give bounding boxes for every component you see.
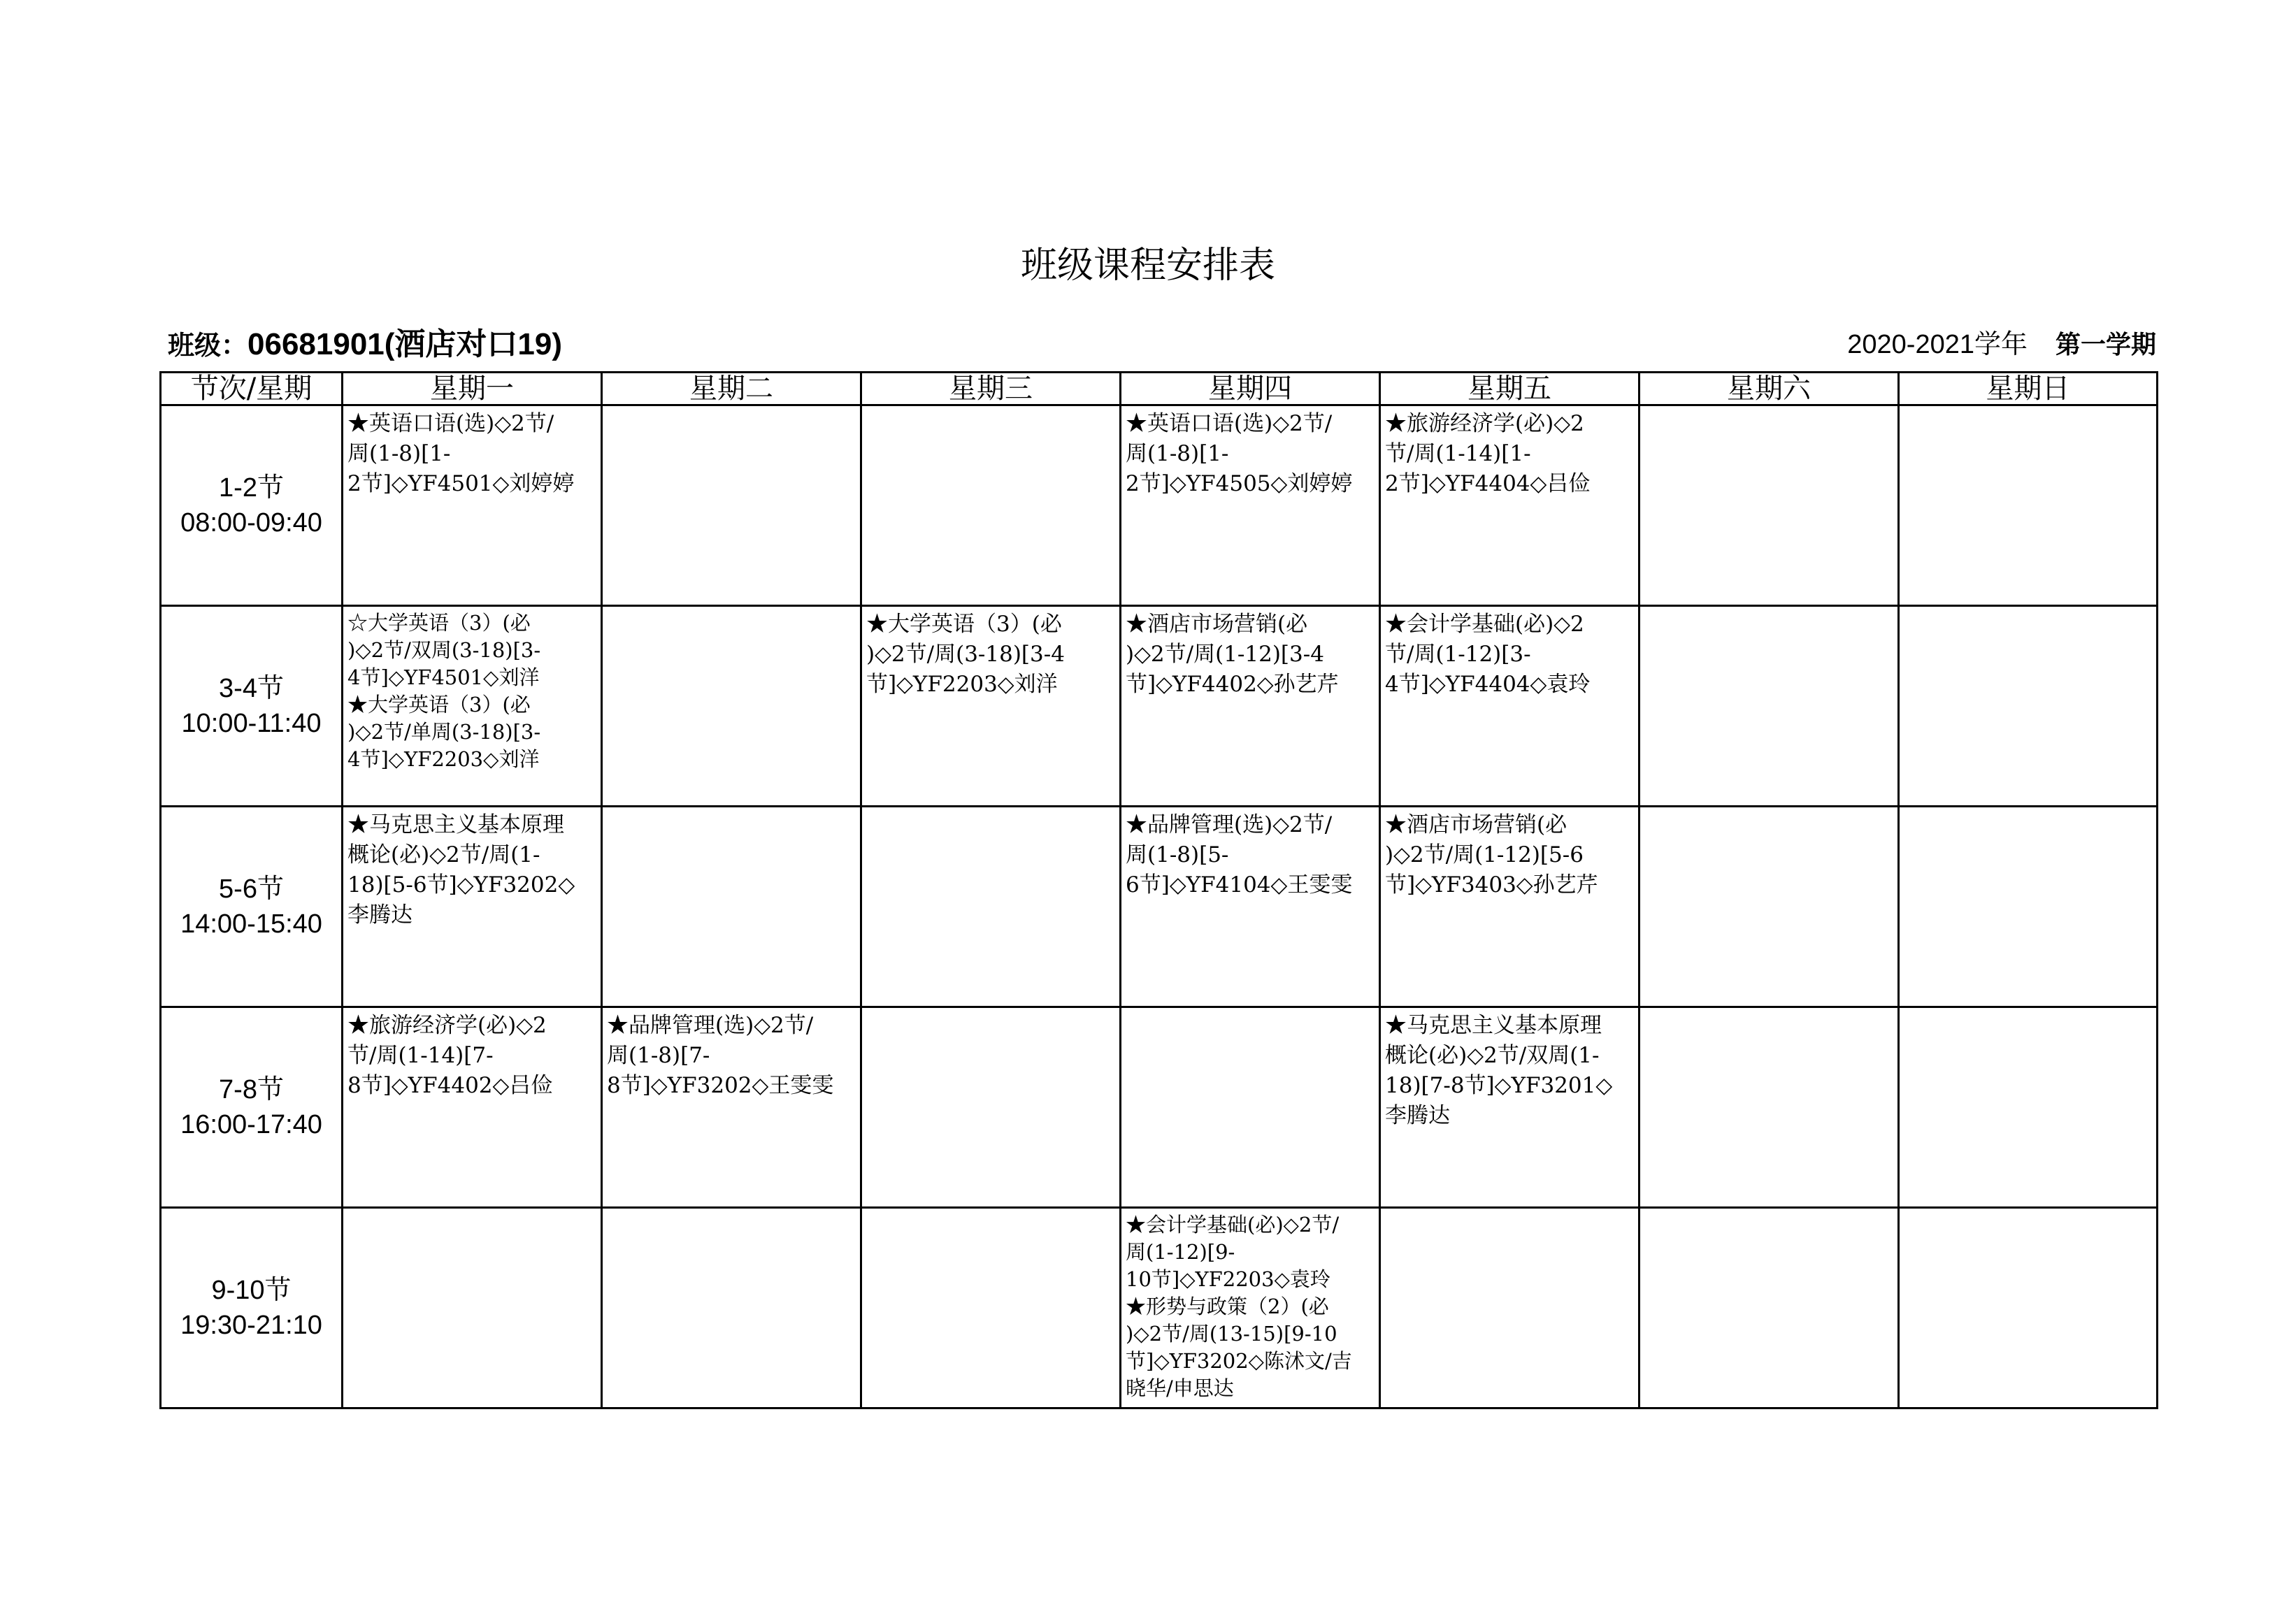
period-time: 16:00-17:40 [180, 1110, 322, 1139]
course-text [1640, 607, 1897, 610]
header-row [161, 373, 2158, 405]
course-text: ★品牌管理(选)◇2节/ 周(1-8)[5- 6节]◇YF4104◇王雯雯 [1126, 812, 1353, 898]
course-cell [1899, 405, 2158, 606]
course-cell [602, 1007, 861, 1208]
course-cell [343, 1007, 602, 1208]
header-cell-friday: 星期五 [1380, 373, 1640, 405]
course-text: ★马克思主义基本原理 概论(必)◇2节/周(1- 18)[5-6节]◇YF3202◇ 李腾达 [347, 812, 575, 928]
class-value: 06681901(酒店对口19) [247, 327, 563, 361]
class-info [168, 327, 562, 363]
course-text [1640, 807, 1897, 810]
course-cell [1640, 1007, 1899, 1208]
course-cell [602, 1208, 861, 1408]
course-cell [602, 405, 861, 606]
course-cell [1121, 1007, 1380, 1208]
course-text: ★旅游经济学(必)◇2 节/周(1-14)[7- 8节]◇YF4402◇吕俭 [347, 1013, 553, 1098]
course-text: ☆大学英语（3）(必 )◇2节/双周(3-18)[3- 4节]◇YF4501◇刘洋 ★大学英语（3）(必 )◇2节/单周(3-18)[3- 4节]◇YF2203◇刘洋 [347, 611, 541, 771]
period-time: 10:00-11:40 [181, 709, 322, 738]
period-number: 1-2节 [219, 473, 284, 503]
course-text [1900, 607, 2156, 610]
course-text [1900, 1008, 2156, 1011]
course-cell [861, 1007, 1121, 1208]
header-cell-thursday: 星期四 [1121, 373, 1380, 405]
table-row [161, 606, 2158, 807]
course-text [603, 1209, 860, 1211]
course-text: ★品牌管理(选)◇2节/ 周(1-8)[7- 8节]◇YF3202◇王雯雯 [607, 1013, 834, 1098]
course-cell [1899, 606, 2158, 807]
period-number: 3-4节 [219, 674, 284, 703]
table-row [161, 807, 2158, 1007]
header-cell-period: 节次/星期 [161, 373, 343, 405]
term-info [1847, 327, 2156, 363]
course-cell [343, 606, 602, 807]
course-text: ★马克思主义基本原理 概论(必)◇2节/双周(1- 18)[7-8节]◇YF3201◇ 李腾达 [1385, 1013, 1613, 1128]
course-cell [1380, 1007, 1640, 1208]
academic-year: 2020-2021学年 [1847, 330, 2028, 359]
course-cell [1121, 1208, 1380, 1408]
period-number: 9-10节 [211, 1276, 292, 1305]
period-time: 08:00-09:40 [180, 508, 322, 538]
course-text [862, 807, 1119, 810]
period-cell [161, 1208, 343, 1408]
period-number: 5-6节 [219, 874, 284, 904]
course-text [862, 1008, 1119, 1011]
course-text: ★会计学基础(必)◇2 节/周(1-12)[3- 4节]◇YF4404◇袁玲 [1385, 612, 1591, 697]
period-cell [161, 807, 343, 1007]
course-text [343, 1209, 601, 1211]
course-text [603, 607, 860, 610]
course-text [1900, 406, 2156, 409]
course-text: ★酒店市场营销(必 )◇2节/周(1-12)[5-6 节]◇YF3403◇孙艺芹 [1385, 812, 1598, 898]
course-cell [1121, 807, 1380, 1007]
course-text [1640, 406, 1897, 409]
course-cell [1640, 807, 1899, 1007]
header-cell-monday: 星期一 [343, 373, 602, 405]
period-cell [161, 1007, 343, 1208]
course-cell [861, 1208, 1121, 1408]
period-cell [161, 606, 343, 807]
course-cell [1899, 1208, 2158, 1408]
course-cell [1640, 606, 1899, 807]
course-text: ★旅游经济学(必)◇2 节/周(1-14)[1- 2节]◇YF4404◇吕俭 [1385, 411, 1591, 496]
header-cell-wednesday: 星期三 [861, 373, 1121, 405]
course-cell [1380, 1208, 1640, 1408]
course-cell [1640, 1208, 1899, 1408]
table-row [161, 1007, 2158, 1208]
period-time: 14:00-15:40 [180, 909, 322, 939]
period-number: 7-8节 [219, 1075, 284, 1104]
course-cell [343, 1208, 602, 1408]
course-cell [1380, 405, 1640, 606]
header-cell-tuesday: 星期二 [602, 373, 861, 405]
page-title: 班级课程安排表 [1020, 245, 1275, 287]
course-cell [861, 606, 1121, 807]
class-label: 班级： [168, 330, 248, 361]
course-cell [1380, 606, 1640, 807]
course-text [1640, 1209, 1897, 1211]
course-text [1900, 807, 2156, 810]
course-text: ★英语口语(选)◇2节/ 周(1-8)[1- 2节]◇YF4501◇刘婷婷 [347, 411, 575, 496]
course-cell [1899, 807, 2158, 1007]
course-cell [602, 606, 861, 807]
header-cell-saturday: 星期六 [1640, 373, 1899, 405]
course-text [1900, 1209, 2156, 1211]
course-cell [1899, 1007, 2158, 1208]
course-cell [861, 405, 1121, 606]
table-row [161, 405, 2158, 606]
semester: 第一学期 [2055, 331, 2156, 359]
course-cell [1380, 807, 1640, 1007]
period-cell [161, 405, 343, 606]
header-cell-sunday: 星期日 [1899, 373, 2158, 405]
course-cell [1640, 405, 1899, 606]
course-text: ★酒店市场营销(必 )◇2节/周(1-12)[3-4 节]◇YF4402◇孙艺芹 [1126, 612, 1339, 697]
period-time: 19:30-21:10 [180, 1311, 322, 1340]
course-text: ★英语口语(选)◇2节/ 周(1-8)[1- 2节]◇YF4505◇刘婷婷 [1126, 411, 1353, 496]
schedule-table [159, 371, 2158, 1409]
course-text [862, 406, 1119, 409]
course-cell [1121, 606, 1380, 807]
course-text [603, 406, 860, 409]
course-text: ★大学英语（3）(必 )◇2节/周(3-18)[3-4 节]◇YF2203◇刘洋 [866, 612, 1065, 697]
course-text [1640, 1008, 1897, 1011]
course-text [862, 1209, 1119, 1211]
course-text [603, 807, 860, 810]
table-row [161, 1208, 2158, 1408]
course-cell [343, 405, 602, 606]
course-cell [602, 807, 861, 1007]
course-cell [861, 807, 1121, 1007]
course-text [1381, 1209, 1638, 1211]
course-text: ★会计学基础(必)◇2节/ 周(1-12)[9- 10节]◇YF2203◇袁玲 ★形势与政策（2）(必 )◇2节/周(13-15)[9-10 节]◇YF3202◇陈沭文/吉 晓华/申思达 [1126, 1213, 1352, 1400]
course-cell [1121, 405, 1380, 606]
course-cell [343, 807, 602, 1007]
course-text [1121, 1008, 1379, 1011]
